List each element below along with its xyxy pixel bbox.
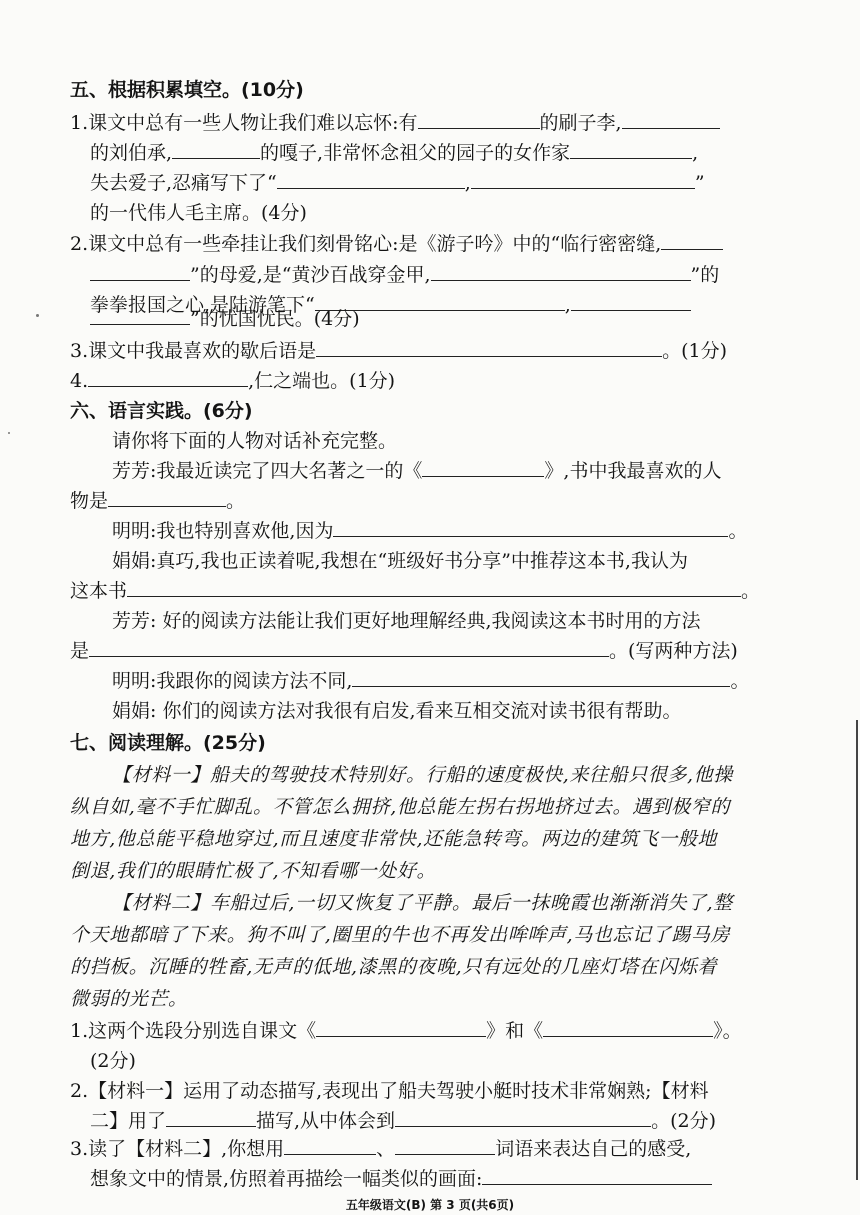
s7-q2-line1: 2.【材料一】运用了动态描写,表现出了船夫驾驶小艇时技术非常娴熟;【材料 — [70, 1080, 709, 1102]
answer-blank[interactable] — [316, 1017, 486, 1037]
s5-q2-line1: 2.课文中总有一些牵挂让我们刻骨铭心:是《游子吟》中的“临行密密缝, — [70, 229, 764, 259]
s6-dialog5: 明明:我跟你的阅读方法不同, 。 — [112, 666, 764, 696]
answer-blank[interactable] — [88, 367, 248, 387]
material-1-line: 纵自如,毫不手忙脚乱。不管怎么拥挤,他总能左拐右拐地挤过去。遇到极窄的 — [70, 796, 731, 818]
section-7-title: 七、阅读理解。(25分) — [70, 732, 266, 754]
question-text: 3.读了【材料二】,你想用 — [70, 1138, 285, 1160]
material-2-line: 【材料二】车船过后,一切又恢复了平静。最后一抹晚霞也渐渐消失了,整 — [112, 892, 733, 914]
question-text: 、 — [376, 1138, 396, 1160]
answer-blank[interactable] — [422, 457, 544, 477]
answer-blank[interactable] — [352, 667, 730, 687]
scan-speck — [8, 432, 10, 434]
s5-q1-line4: 的一代伟人毛主席。(4分) — [90, 202, 307, 224]
scan-speck — [36, 314, 39, 317]
s5-q1-line3: 失去爱子,忍痛写下了“ , ” — [90, 168, 764, 198]
answer-blank[interactable] — [661, 230, 723, 250]
material-2-line: 的挡板。沉睡的牲畜,无声的低地,漆黑的夜晚,只有远处的几座灯塔在闪烁着 — [70, 956, 718, 978]
s5-q1-line1: 1.课文中总有一些人物让我们难以忘怀:有 的刷子李, — [70, 108, 764, 138]
s7-q1-line1: 1.这两个选段分别选自课文《 》和《 》。 — [70, 1016, 764, 1046]
s6-dialog1-line1: 芳芳:我最近读完了四大名著之一的《 》,书中我最喜欢的人 — [112, 456, 764, 486]
material-2-line: 微弱的光芒。 — [70, 988, 188, 1010]
material-2-line: 个天地都暗了下来。狗不叫了,圈里的牛也不再发出哞哞声,马也忘记了踢马房 — [70, 924, 731, 946]
answer-blank[interactable] — [90, 261, 190, 281]
answer-blank[interactable] — [471, 169, 695, 189]
s6-dialog3-line2: 这本书 。 — [70, 576, 764, 606]
s6-dialog1-line2: 物是 。 — [70, 486, 764, 516]
answer-blank[interactable] — [622, 109, 720, 129]
question-text: 想象文中的情景,仿照着再描绘一幅类似的画面: — [90, 1168, 483, 1190]
s7-q1-line2: (2分) — [90, 1050, 136, 1072]
s6-dialog4-line2: 是 。(写两种方法) — [70, 636, 764, 666]
s5-q1-line2: 的刘伯承, 的嘎子,非常怀念祖父的园子的女作家 , — [90, 138, 764, 168]
material-1-line: 地方,他总能平稳地穿过,而且速度非常快,还能急转弯。两边的建筑飞一般地 — [70, 828, 718, 850]
answer-blank[interactable] — [333, 517, 728, 537]
s6-dialog3-line1: 娟娟:真巧,我也正读着呢,我想在“班级好书分享”中推荐这本书,我认为 — [112, 550, 688, 572]
section-6-title: 六、语言实践。(6分) — [70, 400, 253, 422]
answer-blank[interactable] — [90, 305, 190, 325]
answer-blank[interactable] — [543, 1017, 713, 1037]
answer-blank[interactable] — [482, 1165, 712, 1185]
answer-blank[interactable] — [172, 139, 260, 159]
answer-blank[interactable] — [431, 261, 691, 281]
s6-dialog2: 明明:我也特别喜欢他,因为 。 — [112, 516, 764, 546]
s7-q3-line2 — [90, 1164, 764, 1194]
section-5-title: 五、根据积累填空。(10分) — [70, 79, 304, 101]
material-1-line: 倒退,我们的眼睛忙极了,不知看哪一处好。 — [70, 860, 437, 882]
s5-q3: 3.课文中我最喜欢的歇后语是 。(1分) — [70, 336, 764, 366]
answer-blank[interactable] — [108, 487, 226, 507]
answer-blank[interactable] — [277, 169, 465, 189]
answer-blank[interactable] — [395, 1135, 495, 1155]
answer-blank[interactable] — [127, 577, 741, 597]
s5-q2-line4: ”的忧国忧民。(4分) — [90, 304, 764, 334]
s5-q4: 4. ,仁之端也。(1分) — [70, 366, 764, 396]
question-text: 词语来表达自己的感受, — [495, 1138, 692, 1160]
answer-blank[interactable] — [284, 1135, 376, 1155]
s6-dialog6: 娟娟: 你们的阅读方法对我很有启发,看来互相交流对读书很有帮助。 — [112, 700, 682, 722]
s7-q3-line1 — [70, 1134, 764, 1164]
material-1-line: 【材料一】船夫的驾驶技术特别好。行船的速度极快,来往船只很多,他操 — [112, 764, 733, 786]
page-footer: 五年级语文(B) 第 3 页(共6页) — [345, 1198, 515, 1212]
s6-dialog4-line1: 芳芳: 好的阅读方法能让我们更好地理解经典,我阅读这本书时用的方法 — [112, 610, 701, 632]
scan-edge-line — [856, 720, 858, 1180]
answer-blank[interactable] — [570, 139, 692, 159]
s6-intro: 请你将下面的人物对话补充完整。 — [112, 430, 398, 452]
answer-blank[interactable] — [316, 337, 662, 357]
answer-blank[interactable] — [89, 637, 609, 657]
s7-q2-line2: 二】用了 描写,从中体会到 。(2分) — [90, 1106, 764, 1136]
s5-q2-line2: ”的母爱,是“黄沙百战穿金甲, ”的 — [90, 260, 764, 290]
answer-blank[interactable] — [166, 1107, 256, 1127]
answer-blank[interactable] — [395, 1107, 651, 1127]
s5-q2-line3: 拳拳报国之心,是陆游笔下“ , — [90, 290, 764, 320]
answer-blank[interactable] — [418, 109, 540, 129]
